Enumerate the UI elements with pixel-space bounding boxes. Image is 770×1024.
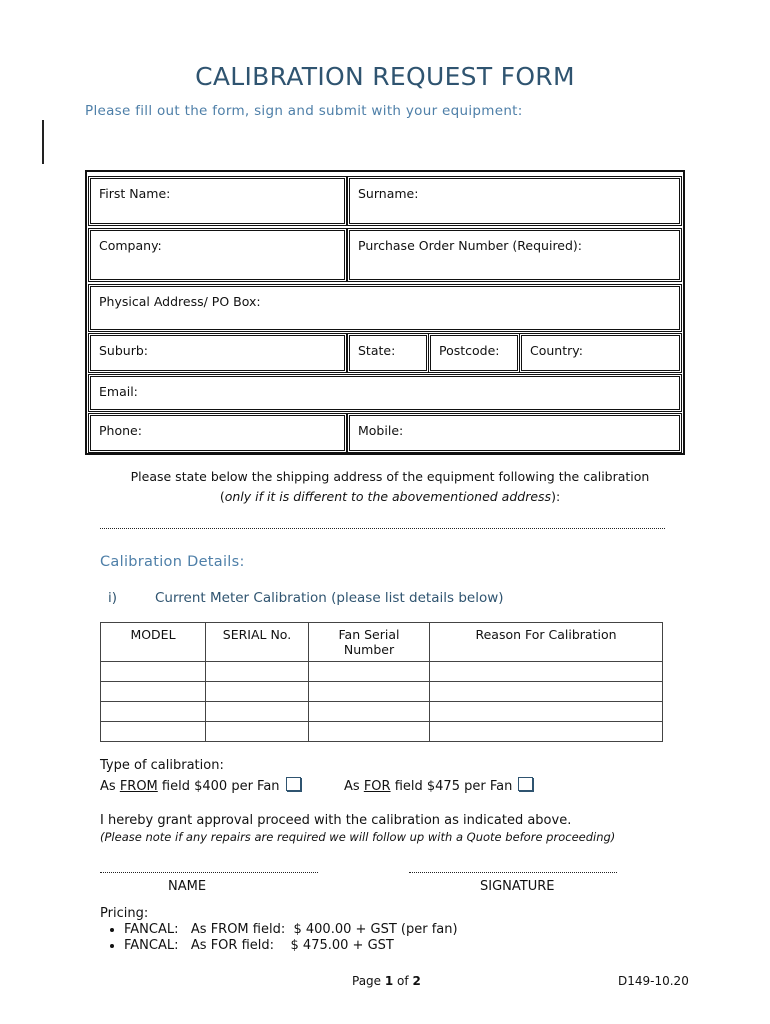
postcode-label: Postcode: — [439, 343, 500, 358]
shipping-note-line2: (only if it is different to the abovementioned address): — [219, 489, 561, 504]
table-cell[interactable] — [430, 682, 663, 702]
mobile-label: Mobile: — [358, 423, 404, 438]
table-cell[interactable] — [101, 722, 206, 742]
table-cell[interactable] — [430, 722, 663, 742]
for-field-checkbox[interactable] — [518, 777, 533, 791]
table-cell[interactable] — [101, 682, 206, 702]
approval-text: I hereby grant approval proceed with the calibration as indicated above. — [100, 813, 572, 828]
surname-field[interactable] — [349, 178, 680, 224]
doc-code: D149-10.20 — [618, 974, 689, 988]
table-row — [101, 722, 663, 742]
calibration-type-label: Type of calibration: — [100, 758, 224, 773]
signature-line[interactable] — [409, 872, 617, 873]
table-cell[interactable] — [206, 702, 309, 722]
meter-table — [100, 622, 663, 742]
email-field[interactable] — [90, 376, 680, 410]
table-row — [101, 682, 663, 702]
page-number: Page 1 of 2 — [352, 974, 421, 988]
table-cell[interactable] — [206, 682, 309, 702]
address-label: Physical Address/ PO Box: — [99, 294, 261, 309]
table-cell[interactable] — [309, 702, 430, 722]
calibration-details-heading: Calibration Details: — [100, 554, 245, 570]
col-serial: SERIAL No. — [206, 623, 309, 662]
pricing-item-for: • FANCAL: As FOR field: $ 475.00 + GST — [124, 938, 458, 953]
pricing-list — [100, 922, 458, 954]
contact-details-box — [85, 170, 685, 455]
shipping-note-line1: Please state below the shipping address of the equipment following the calibration — [130, 469, 650, 484]
from-field-checkbox[interactable] — [286, 777, 301, 791]
mobile-field[interactable] — [349, 415, 680, 451]
state-field[interactable] — [349, 335, 427, 371]
table-cell[interactable] — [101, 662, 206, 682]
address-field[interactable] — [90, 286, 680, 330]
table-cell[interactable] — [430, 702, 663, 722]
first-name-field[interactable] — [90, 178, 345, 224]
table-row — [101, 702, 663, 722]
text-cursor — [42, 120, 44, 164]
pricing-item-from: • FANCAL: As FROM field: $ 400.00 + GST (per fan) — [124, 922, 458, 937]
col-model: MODEL — [101, 623, 206, 662]
item-number: i) — [108, 590, 118, 606]
table-cell[interactable] — [309, 662, 430, 682]
country-label: Country: — [530, 343, 583, 358]
table-cell[interactable] — [430, 662, 663, 682]
suburb-field[interactable] — [90, 335, 345, 371]
page-subtitle: Please fill out the form, sign and submit with your equipment: — [85, 103, 523, 119]
email-label: Email: — [99, 384, 138, 399]
company-label: Company: — [99, 238, 162, 253]
table-row — [101, 662, 663, 682]
item-title: Current Meter Calibration (please list details below) — [155, 590, 504, 606]
country-field[interactable] — [521, 335, 680, 371]
purchase-order-field[interactable] — [349, 230, 680, 280]
purchase-order-label: Purchase Order Number (Required): — [358, 238, 583, 253]
col-reason: Reason For Calibration — [430, 623, 663, 662]
phone-label: Phone: — [99, 423, 142, 438]
page-title: CALIBRATION REQUEST FORM — [195, 62, 575, 91]
name-line[interactable] — [100, 872, 318, 873]
table-cell[interactable] — [309, 722, 430, 742]
surname-label: Surname: — [358, 186, 419, 201]
col-fan-serial: Fan Serial Number — [309, 623, 430, 662]
table-cell[interactable] — [206, 722, 309, 742]
from-field-option: As FROM field $400 per Fan — [100, 777, 301, 794]
table-cell[interactable] — [309, 682, 430, 702]
name-label: NAME — [168, 879, 207, 894]
signature-label: SIGNATURE — [480, 879, 555, 894]
postcode-field[interactable] — [430, 335, 518, 371]
table-cell[interactable] — [101, 702, 206, 722]
first-name-label: First Name: — [99, 186, 171, 201]
company-field[interactable] — [90, 230, 345, 280]
for-field-option: As FOR field $475 per Fan — [344, 777, 533, 794]
table-cell[interactable] — [206, 662, 309, 682]
suburb-label: Suburb: — [99, 343, 148, 358]
shipping-address-line[interactable] — [100, 528, 665, 529]
pricing-label: Pricing: — [100, 906, 149, 921]
phone-field[interactable] — [90, 415, 345, 451]
approval-note: (Please note if any repairs are required we will follow up with a Quote before proceeding) — [100, 830, 616, 844]
state-label: State: — [358, 343, 396, 358]
